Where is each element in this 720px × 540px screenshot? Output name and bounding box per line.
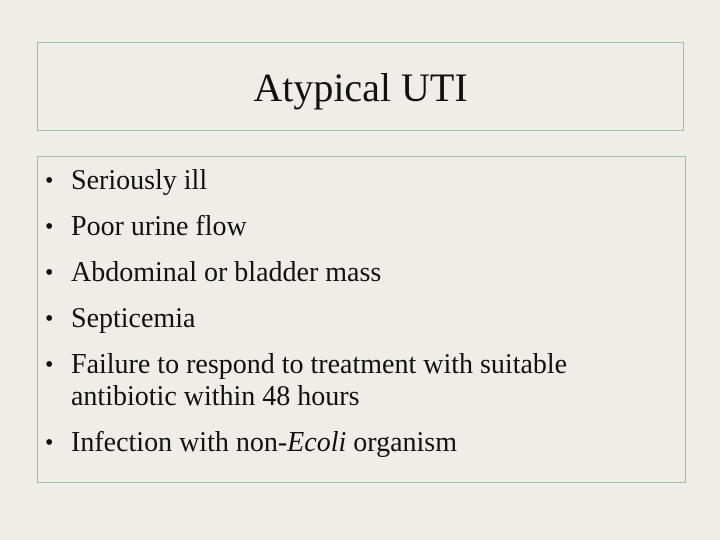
bullet-text-after: organism [346, 427, 457, 458]
title-placeholder [37, 42, 684, 131]
bullet-text [71, 427, 671, 459]
bullet-text-before: Infection with non- [71, 427, 288, 458]
bullet-item-abdominal-mass [38, 257, 671, 289]
bullet-icon: • [45, 214, 54, 240]
bullet-text-italic: Ecoli [287, 427, 347, 458]
bullet-list [38, 165, 678, 459]
bullet-item-treatment-failure [38, 349, 671, 413]
bullet-icon: • [45, 306, 54, 332]
bullet-text: Failure to respond to treatment with suitable antibiotic within 48 hours [71, 349, 568, 412]
bullet-item-poor-urine-flow [38, 211, 671, 243]
bullet-text: Seriously ill [71, 165, 208, 196]
bullet-text: Poor urine flow [71, 211, 247, 242]
bullet-item-septicemia [38, 303, 671, 335]
bullet-icon: • [45, 260, 54, 286]
bullet-icon: • [45, 352, 54, 378]
slide-title: Atypical UTI [253, 64, 468, 110]
bullet-item-non-ecoli-infection [38, 427, 671, 459]
content-placeholder [37, 156, 686, 483]
bullet-text: Abdominal or bladder mass [71, 257, 382, 288]
bullet-text: Septicemia [71, 303, 196, 334]
bullet-item-seriously-ill [38, 165, 671, 197]
bullet-icon: • [45, 430, 54, 456]
bullet-icon: • [45, 168, 54, 194]
